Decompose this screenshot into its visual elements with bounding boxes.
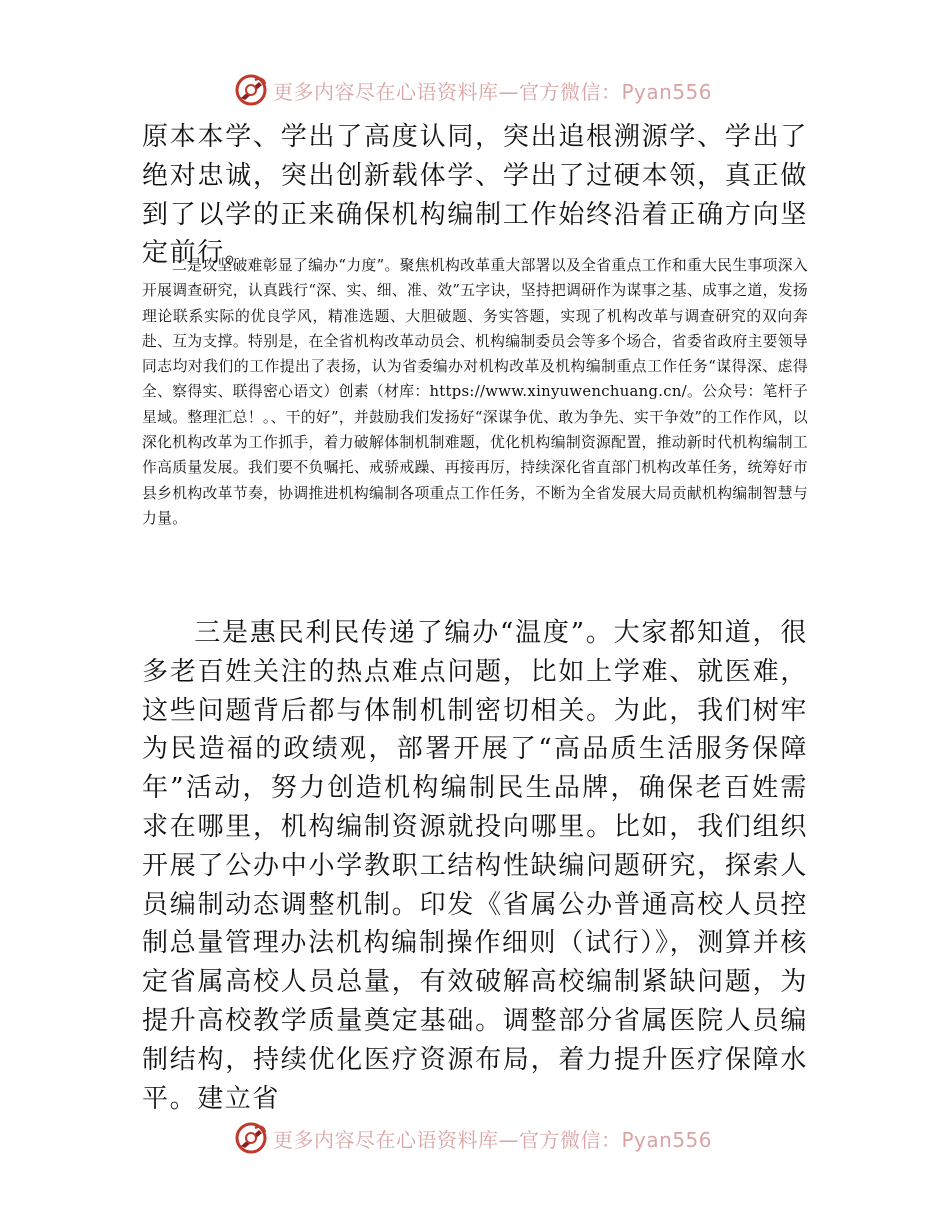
footer-banner xyxy=(233,1118,753,1158)
brand-logo-icon xyxy=(233,72,269,108)
paragraph-3-text: 三是惠民利民传递了编办“温度”。大家都知道，很多老百姓关注的热点难点问题，比如上学难、就医难，这些问题背后都与体制机制密切相关。为此，我们树牢为民造福的政绩观，部署开展了“高品质生活服务保障年”活动，努力创造机构编制民生品牌，确保老百姓需求在哪里，机构编制资源就投向哪里。比如，我们组织开展了公办中小学教职工结构性缺编问题研究，探索人员编制动态调整机制。印发《省属公办普通高校人员控制总量管理办法机构编制操作细则（试行）》，测算并核定省属高校人员总量，有效破解高校编制紧缺问题，为提升高校教学质量奠定基础。调整部分省属医院人员编制结构，持续优化医疗资源布局，着力提升医疗保障水平。建立省 xyxy=(142,618,808,1114)
brand-logo-icon xyxy=(233,1120,269,1156)
paragraph-2-text: 二是攻坚破难彰显了编办“力度”。聚焦机构改革重大部署以及全省重点工作和重大民生事项深入开展调查研究，认真践行“深、实、细、准、效”五字诀，坚持把调研作为谋事之基、成事之道，发扬理论联系实际的优良学风，精准选题、大胆破题、务实答题，实现了机构改革与调查研究的双向奔赴、互为支撑。特别是，在全省机构改革动员会、机构编制委员会等多个场合，省委省政府主要领导同志均对我们的工作提出了表扬，认为省委编办对机构改革及机构编制重点工作任务“谋得深、虑得全、察得实、联得密心语文）创素（材库：https://www.xinyuwenchuang.cn/。公众号：笔杆子星域。整理汇总！。、干的好”，并鼓励我们发扬好“深谋争优、敢为争先、实干争效”的工作作风，以深化机构改革为工作抓手，着力破解体制机制难题，优化机构编制资源配置，推动新时代机构编制工作高质量发展。我们要不负嘱托、戒骄戒躁、再接再厉，持续深化省直部门机构改革任务，统筹好市县乡机构改革节奏，协调推进机构编制各项重点工作任务，不断为全省发展大局贡献机构编制智慧与力量。 xyxy=(142,257,808,527)
paragraph-2 xyxy=(142,253,808,531)
header-banner-text: 更多内容尽在心语资料库—官方微信：Pyan556 xyxy=(273,79,713,104)
paragraph-1: 原本本学、学出了高度认同，突出追根溯源学、学出了绝对忠诚，突出创新载体学、学出了过硬本领，真正做到了以学的正来确保机构编制工作始终沿着正确方向坚定前行。 xyxy=(142,122,808,269)
footer-banner-text: 更多内容尽在心语资料库—官方微信：Pyan556 xyxy=(273,1127,713,1152)
paragraph-3 xyxy=(142,614,808,1118)
header-banner xyxy=(233,70,753,110)
